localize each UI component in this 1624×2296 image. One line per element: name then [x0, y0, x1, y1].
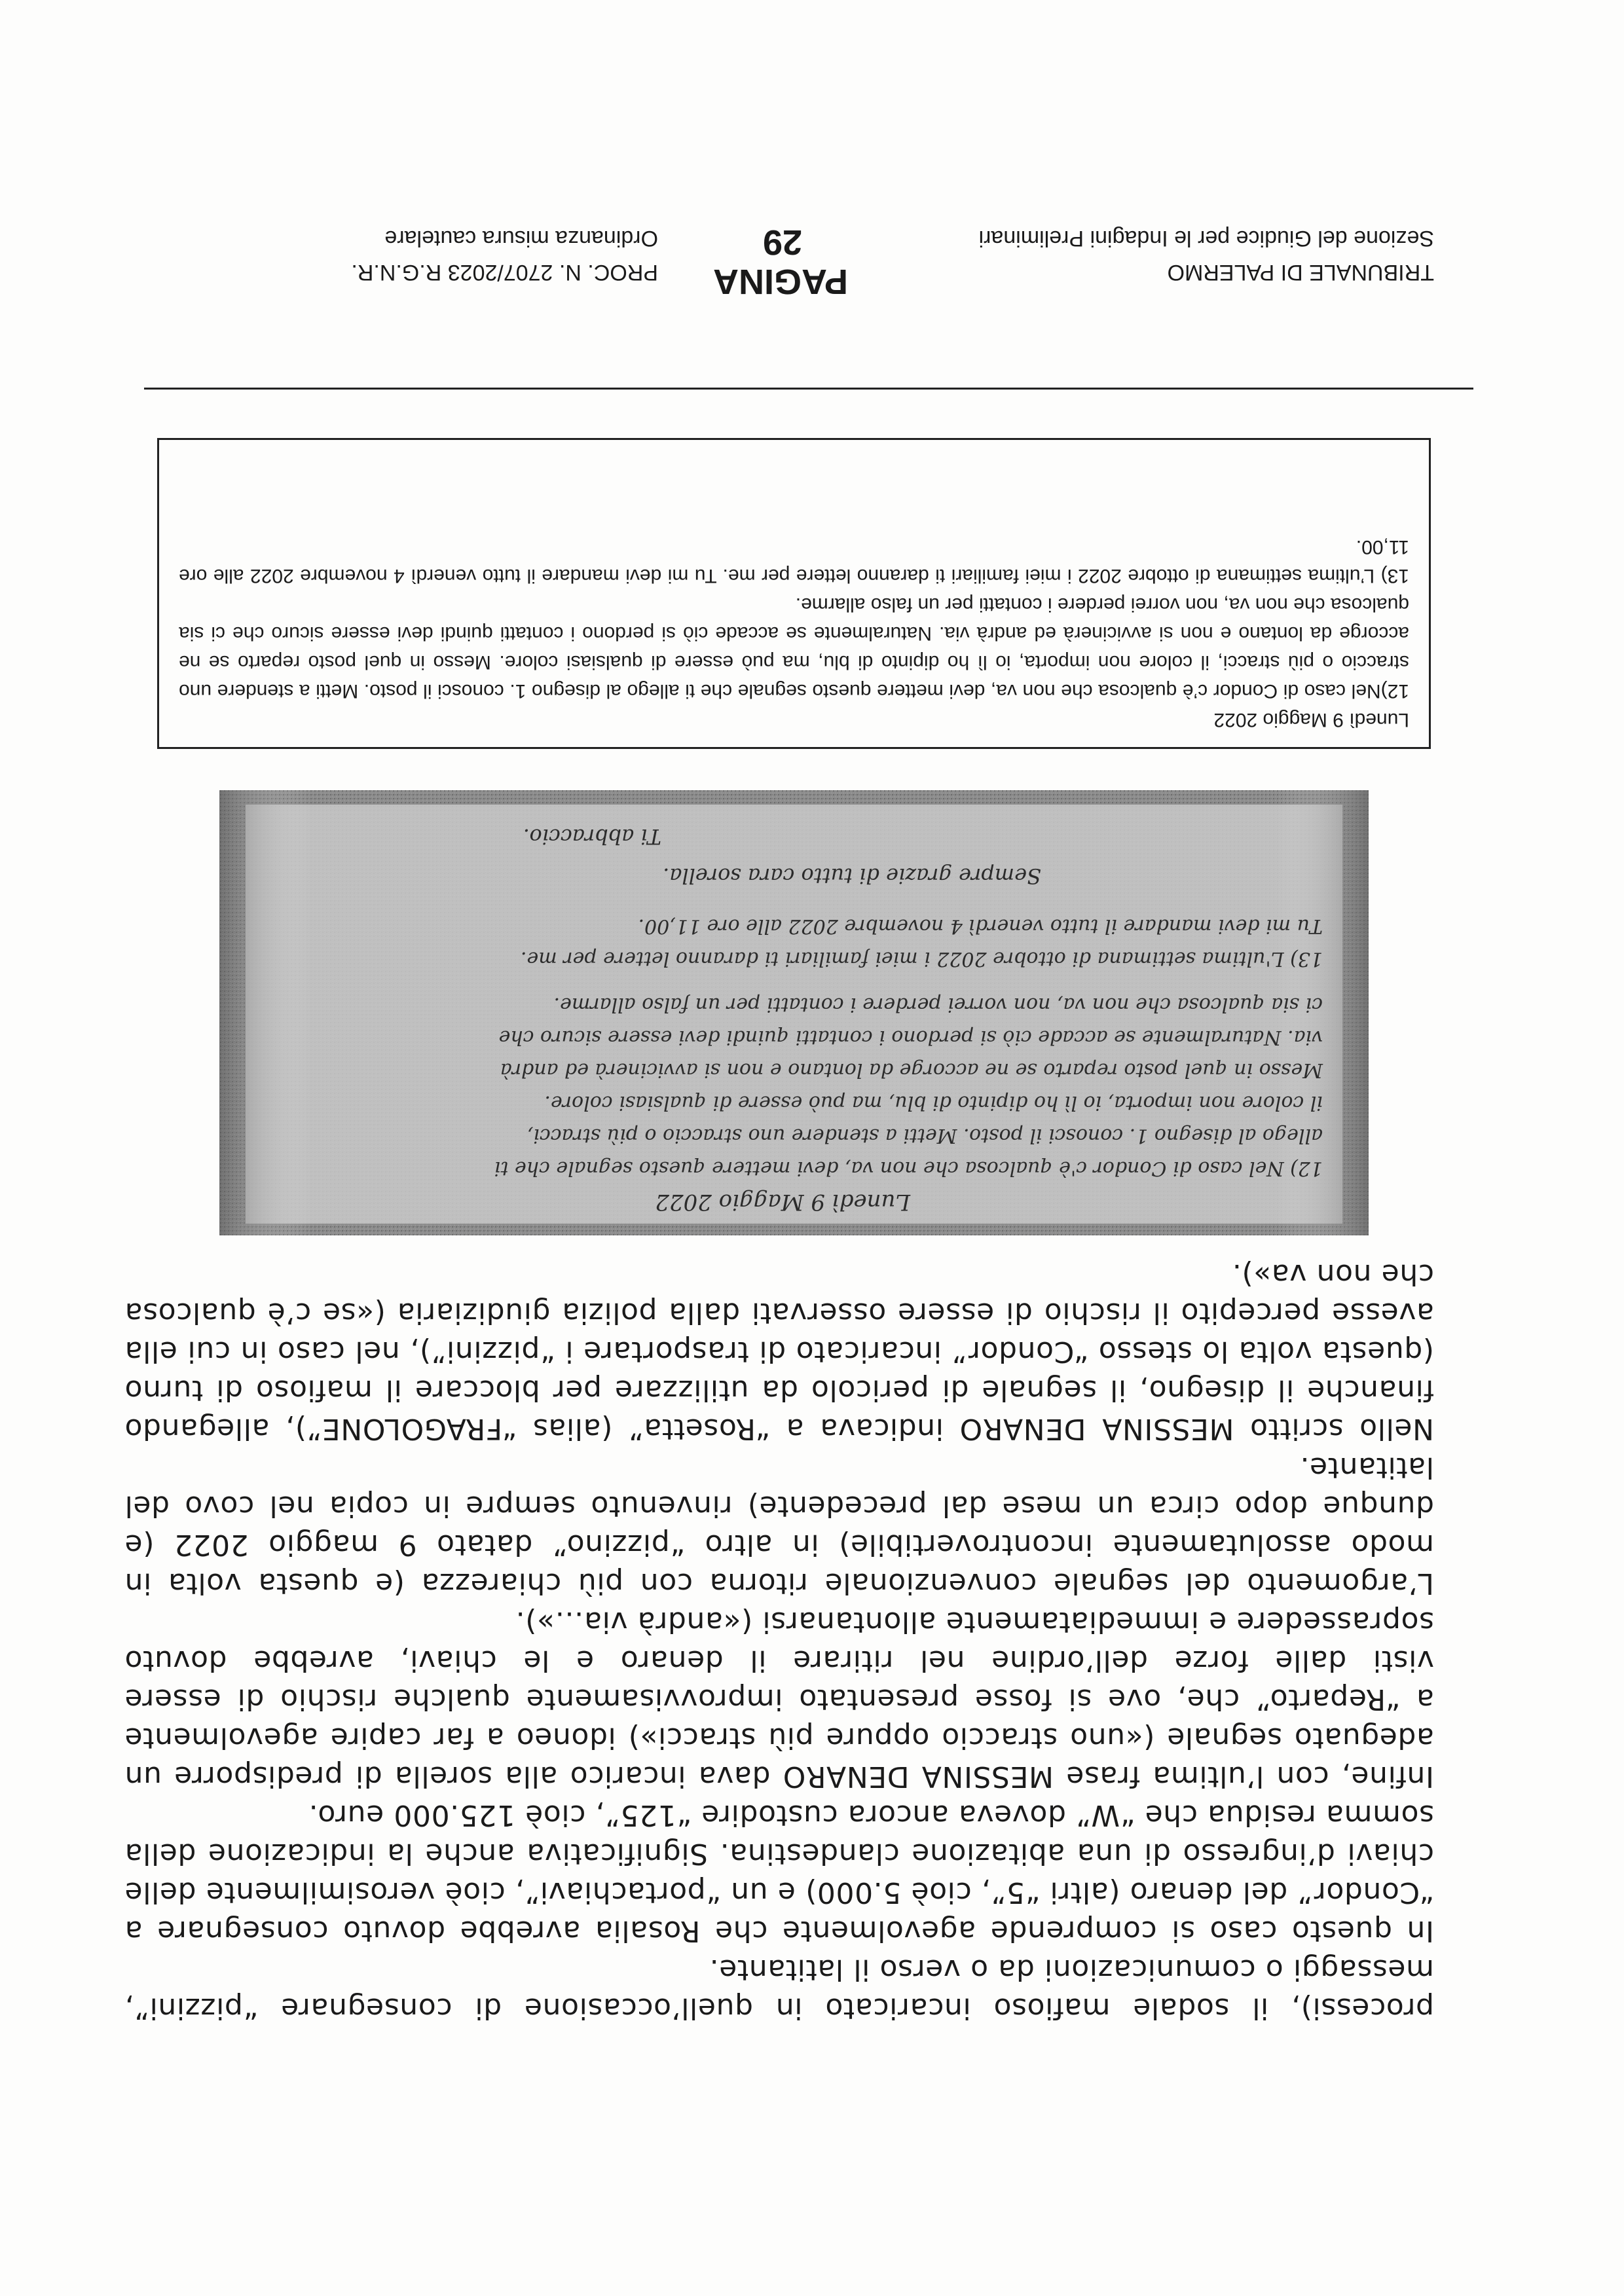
- paragraph: processi), il sodale mafioso incaricato in quell’occasione di consegnare “pizzini”, messaggi o comunicazioni da o verso il latitante.: [124, 1953, 1434, 2025]
- paragraph: L’argomento del segnale convenzionale ritorna con più chiarezza (e questa volta in modo assolutamente incontrovertibile) in altro “pizzino” datato 9 maggio 2022 (e dunque dopo circa un mese dal precedente) rinvenuto sempre in copia nel covo del latitante.: [124, 1451, 1434, 1600]
- header-divider: [144, 388, 1473, 390]
- note-line: 12) Nel caso di Condor c'è qualcosa che non va, devi mettere questo segnale che ti: [494, 1157, 1323, 1180]
- note-line-date: Lunedì 9 Maggio 2022: [655, 1189, 910, 1215]
- note-line: Sempre grazie di tutto cara sorella.: [663, 864, 1041, 888]
- transcription-date: Lunedì 9 Maggio 2022: [1213, 709, 1409, 731]
- transcription-item-12: 12)Nel caso di Condor c’è qualcosa che non va, devi mettere questo segnale che ti allego al disegno 1. conosci il posto. Metti a stendere uno straccio o più stracci, il colore non importa, io lì ho dipinto di blu, ma può essere di qualsiasi colore. Messo in quel posto reparto se ne accorge da lontano e non si avvicinerà ed andrà via. Naturalmente se accade ciò si perdono i contatti quindi devi essere sicuro che ci sia qualcosa che non va, non vorrei perdere i contatti per un falso allarme.: [179, 594, 1409, 702]
- header-left: [979, 221, 1435, 289]
- note-line: Messo in quel posto reparto se ne accorge da lontano e non si avvicinerà ed andrà: [500, 1059, 1323, 1082]
- paragraph: Infine, con l’ultima frase MESSINA DENARO dava incarico alla sorella di predisporre un adeguato segnale («uno straccio oppure più stracci») idoneo a far capire agevolmente a “Reparto” che, ove si fosse presentato improvvisamente qualche rischio di essere visti dalle forze dell’ordine nel ritirare il denaro e le chiavi, avrebbe dovuto soprassedere e immediatamente allontanarsi («andrà via…»).: [124, 1605, 1434, 1793]
- note-line: Ti abbraccio.: [523, 824, 661, 849]
- transcription-item-13: 13) L’ultima settimana di ottobre 2022 i miei familiari ti daranno lettere per me. Tu mi devi mandare il tutto venerdì 4 novembre 2022 alle ore 11,00.: [179, 536, 1409, 587]
- page-number: 29: [762, 223, 803, 262]
- note-line: via. Naturalmente se accade ciò si perdono i contatti quindi devi essere sicuro che: [498, 1026, 1323, 1049]
- header-right: [351, 221, 658, 289]
- proc-number: PROC. N. 2707/2023 R.G.N.R.: [351, 260, 658, 285]
- court-section: Sezione del Giudice per le Indagini Preliminari: [978, 226, 1434, 251]
- note-line: allego al disegno 1. conosci il posto. Metti a stendere uno straccio o più stracci,: [526, 1124, 1323, 1147]
- page-number-block: [712, 223, 848, 301]
- paragraph: Nello scritto MESSINA DENARO indicava a “Rosetta” (alias “FRAGOLONE”), allegando finanche il disegno, il segnale di pericolo da utilizzare per bloccare il mafioso di turno (questa volta lo stesso “Condor” incaricato di trasportare i “pizzini”), nel caso in cui ella avesse percepito il rischio di essere osservati dalla polizia giudiziaria («se c’è qualcosa che non va»).: [124, 1258, 1434, 1446]
- page-label: PAGINA: [712, 262, 848, 301]
- document-type: Ordinanza misura cautelare: [384, 226, 658, 251]
- paragraph: In questo caso si comprende agevolmente che Rosalia avrebbe dovuto consegnare a “Condor” del denaro (altri “5”, cioè 5.000) e un “portachiavi”, cioè verosimilmente delle chiavi d’ingresso di una abitazione clandestina. Significativa anche la indicazione della somma residua che “W” doveva ancora custodire “125”, cioè 125.000 euro.: [124, 1798, 1434, 1948]
- body-text-top: [124, 1255, 1434, 2028]
- handwritten-note-photo: [219, 790, 1369, 1235]
- court-name: TRIBUNALE DI PALERMO: [1167, 260, 1434, 285]
- transcription-box: [157, 438, 1431, 749]
- note-line: Tu mi devi mandare il tutto venerdì 4 novembre 2022 alle ore 11,00.: [638, 915, 1323, 938]
- note-line: il colore non importa, io lì ho dipinto di blu, ma può essere di qualsiasi colore.: [544, 1091, 1323, 1114]
- note-line: 13) L'ultima settimana di ottobre 2022 i miei familiari ti daranno lettere per me.: [520, 947, 1323, 970]
- note-line: ci sia qualcosa che non va, non vorrei perdere i contatti per un falso allarme.: [553, 993, 1323, 1016]
